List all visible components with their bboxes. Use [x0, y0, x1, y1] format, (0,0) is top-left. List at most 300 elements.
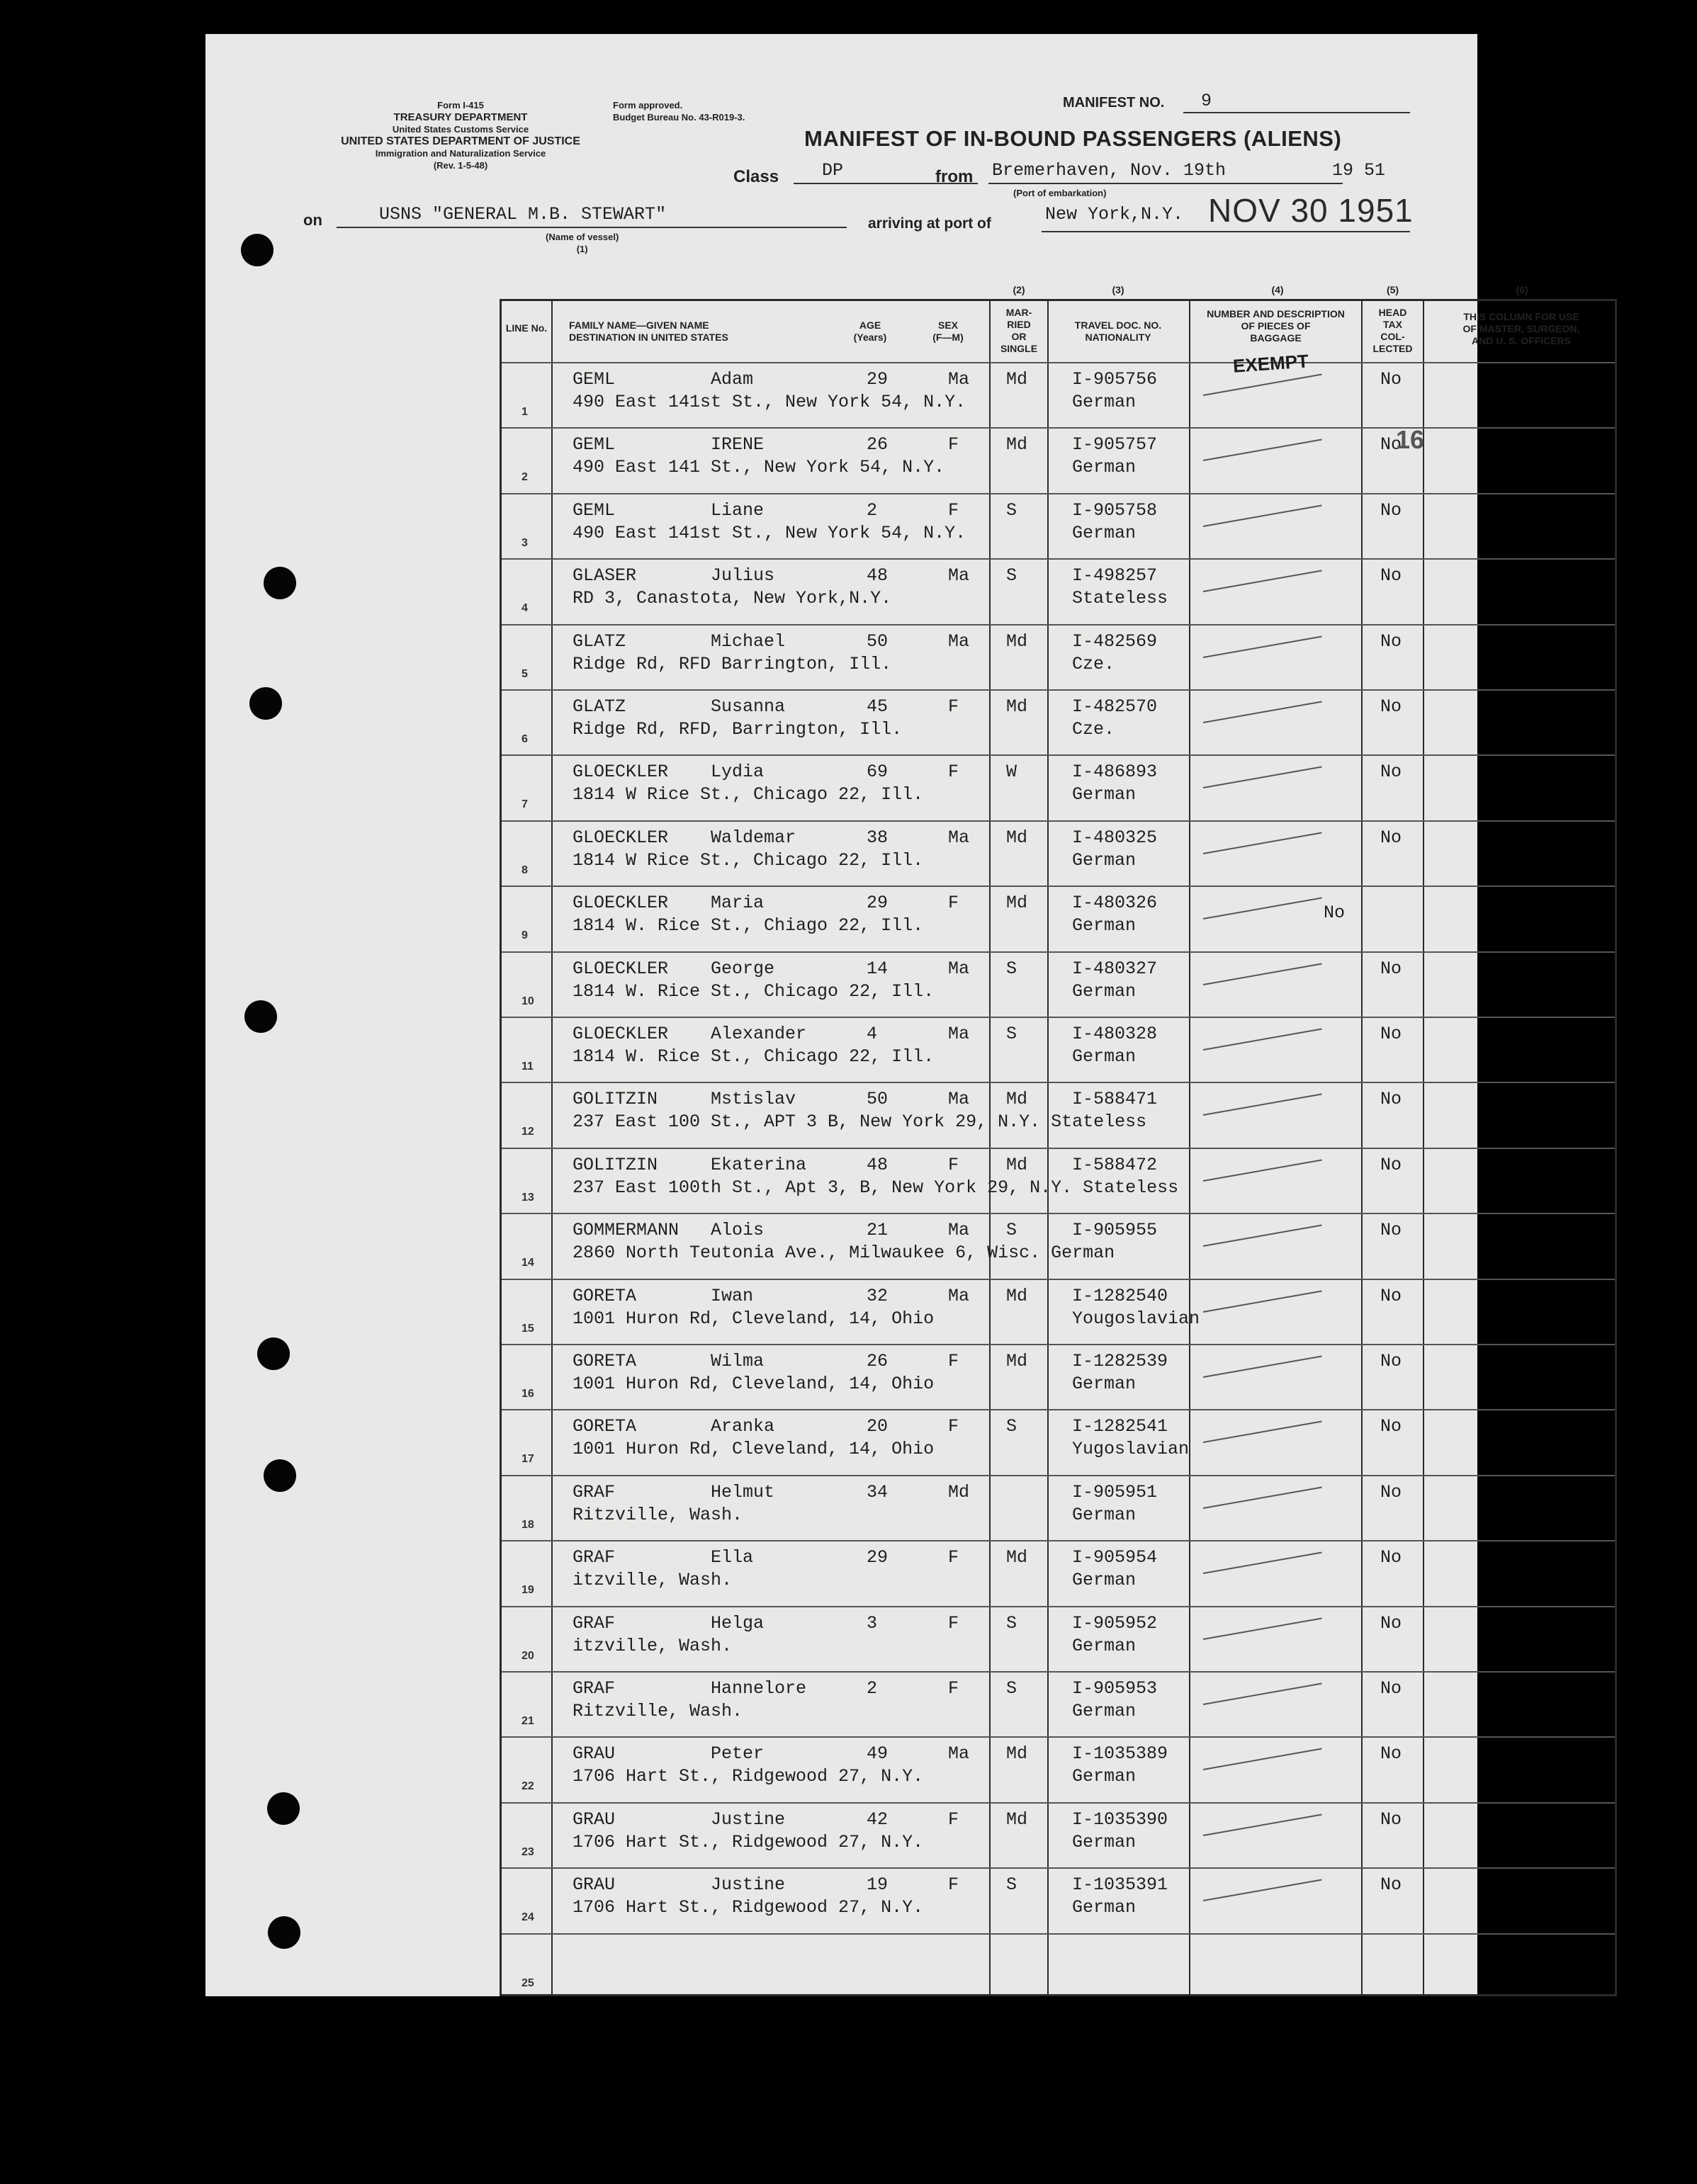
exempt-stamp: EXEMPT — [1232, 350, 1309, 377]
head-tax: No — [1380, 434, 1402, 456]
sex: F — [948, 1678, 959, 1699]
travel-doc-number: I-482570 — [1072, 696, 1158, 717]
header-age — [842, 319, 898, 344]
binder-hole — [249, 687, 282, 720]
col-2-mark: (2) — [1013, 284, 1025, 295]
marital-status: S — [1006, 1874, 1017, 1896]
table-row — [502, 1279, 1615, 1280]
arrival-date-stamp: NOV 30 1951 — [1208, 192, 1414, 229]
marital-status: Md — [1006, 696, 1028, 717]
given-name: Adam — [711, 369, 754, 390]
marital-status: Md — [1006, 369, 1028, 390]
line-number: 22 — [521, 1780, 534, 1793]
age: 14 — [867, 958, 889, 979]
baggage-dash-mark — [1203, 1421, 1322, 1443]
family-name: GLOECKLER — [573, 893, 669, 914]
form-approval — [613, 99, 745, 123]
family-name: GLATZ — [573, 696, 626, 717]
destination: 490 East 141st St., New York 54, N.Y. — [573, 522, 966, 543]
sex: F — [948, 762, 959, 783]
line-number: 15 — [521, 1322, 534, 1335]
given-name: Helga — [711, 1612, 765, 1634]
travel-doc-number: I-498257 — [1072, 565, 1158, 587]
head-tax: No — [1380, 1874, 1402, 1896]
baggage-dash-mark — [1203, 1879, 1322, 1901]
baggage-dash-mark — [1203, 898, 1322, 920]
head-tax: No — [1380, 1809, 1402, 1830]
sex: F — [948, 1874, 959, 1896]
sex: F — [948, 696, 959, 717]
binder-hole — [264, 1459, 296, 1492]
family-name: GLOECKLER — [573, 827, 669, 848]
age: 29 — [867, 1547, 889, 1568]
line-number: 3 — [521, 536, 528, 549]
baggage-dash-mark — [1203, 1159, 1322, 1181]
sex: Ma — [948, 1220, 970, 1241]
table-row — [502, 427, 1615, 429]
destination: 1706 Hart St., Ridgewood 27, N.Y. — [573, 1831, 924, 1852]
line-number: 14 — [521, 1257, 534, 1269]
nationality: Yugoslavian — [1072, 1439, 1190, 1460]
header-married-1: MAR- — [1005, 307, 1032, 318]
age: 50 — [867, 1089, 889, 1110]
destination: 1706 Hart St., Ridgewood 27, N.Y. — [573, 1766, 924, 1787]
given-name: Waldemar — [711, 827, 796, 848]
age: 42 — [867, 1809, 889, 1830]
travel-doc-number: I-480327 — [1072, 958, 1158, 979]
line-number: 24 — [521, 1911, 534, 1924]
header-tax-4: LECTED — [1372, 343, 1413, 354]
header-tax-2: TAX — [1383, 319, 1402, 330]
age: 48 — [867, 1154, 889, 1175]
header-married-4: SINGLE — [1000, 343, 1038, 354]
age: 49 — [867, 1743, 889, 1765]
justice-dept: UNITED STATES DEPARTMENT OF JUSTICE — [341, 135, 580, 147]
age: 19 — [867, 1874, 889, 1896]
marital-status: S — [1006, 1416, 1017, 1437]
destination: Ritzville, Wash. — [573, 1504, 743, 1525]
family-name: GEML — [573, 499, 616, 521]
binder-hole — [244, 1000, 277, 1033]
head-tax: No — [1380, 369, 1402, 390]
destination: 1814 W. Rice St., Chicago 22, Ill. — [573, 980, 935, 1002]
sex: Ma — [948, 958, 970, 979]
table-row — [502, 1802, 1615, 1804]
given-name: Helmut — [711, 1481, 775, 1503]
age: 4 — [867, 1024, 878, 1044]
line-number: 17 — [521, 1453, 534, 1466]
given-name: Iwan — [711, 1285, 754, 1306]
age: 38 — [867, 827, 889, 848]
head-tax: No — [1380, 1481, 1402, 1503]
given-name: Aranka — [711, 1416, 775, 1437]
table-row — [502, 1213, 1615, 1214]
family-name: GOLITZIN — [573, 1089, 658, 1110]
travel-doc-number: I-1282540 — [1072, 1285, 1168, 1306]
nationality: Yougoslavian — [1072, 1308, 1200, 1329]
line-number: 6 — [521, 733, 528, 745]
stamp-number: 16 — [1396, 425, 1425, 454]
travel-doc-number: I-905954 — [1072, 1547, 1158, 1568]
on-label: on — [303, 211, 322, 229]
nationality: German — [1072, 1635, 1137, 1656]
baggage-dash-mark — [1203, 766, 1322, 788]
destination: 490 East 141 St., New York 54, N.Y. — [573, 457, 945, 478]
binder-hole — [241, 234, 274, 266]
revision: (Rev. 1-5-48) — [433, 160, 488, 171]
baggage-dash-mark — [1203, 1617, 1322, 1639]
travel-doc-number: I-905952 — [1072, 1612, 1158, 1634]
head-tax: No — [1380, 1612, 1402, 1634]
destination: 1001 Huron Rd, Cleveland, 14, Ohio — [573, 1308, 935, 1329]
header-officers — [1426, 311, 1616, 347]
page-title: MANIFEST OF IN-BOUND PASSENGERS (ALIENS) — [804, 126, 1342, 151]
baggage-dash-mark — [1203, 1814, 1322, 1835]
travel-doc-number: I-1035391 — [1072, 1874, 1168, 1896]
family-name: GRAF — [573, 1547, 616, 1568]
age: 2 — [867, 1678, 878, 1699]
baggage-dash-mark — [1203, 1552, 1322, 1574]
head-tax: No — [1380, 1416, 1402, 1437]
binder-hole — [267, 1792, 300, 1825]
baggage-dash-mark — [1203, 1028, 1322, 1050]
binder-hole — [257, 1337, 290, 1370]
nationality: German — [1072, 1701, 1137, 1721]
family-name: GRAF — [573, 1481, 616, 1503]
head-tax: No — [1380, 696, 1402, 717]
head-tax: No — [1380, 762, 1402, 783]
destination: 2860 North Teutonia Ave., Milwaukee 6, Wisc. German — [573, 1243, 1115, 1264]
line-number: 2 — [521, 471, 528, 484]
travel-doc-number: I-480325 — [1072, 827, 1158, 848]
head-tax: No — [1380, 958, 1402, 979]
line-number: 13 — [521, 1191, 534, 1204]
arrival-port: New York,N.Y. — [1045, 204, 1184, 225]
head-tax: No — [1380, 1285, 1402, 1306]
age: 32 — [867, 1285, 889, 1306]
line-number: 19 — [521, 1584, 534, 1597]
travel-doc-number: I-905758 — [1072, 499, 1158, 521]
nationality: German — [1072, 784, 1137, 805]
family-name: GRAU — [573, 1874, 616, 1896]
family-name: GLASER — [573, 565, 637, 587]
destination: RD 3, Canastota, New York,N.Y. — [573, 588, 892, 609]
manifest-no-value: 9 — [1201, 91, 1212, 111]
destination: Ritzville, Wash. — [573, 1701, 743, 1721]
given-name: George — [711, 958, 775, 979]
family-name: GORETA — [573, 1351, 637, 1371]
nationality: German — [1072, 1504, 1137, 1525]
class-label: Class — [733, 167, 779, 186]
sex: Ma — [948, 1285, 970, 1306]
line-number: 1 — [521, 406, 528, 418]
manifest-page — [205, 34, 1580, 1996]
baggage-dash-mark — [1203, 1486, 1322, 1508]
marital-status: Md — [1006, 1743, 1028, 1765]
given-name: Ella — [711, 1547, 754, 1568]
header-baggage — [1193, 308, 1359, 344]
family-name: GOLITZIN — [573, 1154, 658, 1175]
travel-doc-number: I-486893 — [1072, 762, 1158, 783]
line-number: 11 — [521, 1060, 534, 1073]
family-name: GORETA — [573, 1416, 637, 1437]
header-name — [569, 319, 782, 344]
line-number: 12 — [521, 1126, 534, 1138]
destination: itzville, Wash. — [573, 1570, 733, 1591]
baggage: No — [1324, 903, 1346, 924]
header-name-2: DESTINATION IN UNITED STATES — [569, 332, 728, 343]
head-tax: No — [1380, 827, 1402, 848]
nationality: German — [1072, 915, 1137, 937]
marital-status: S — [1006, 565, 1017, 587]
manifest-no-label: MANIFEST NO. — [1063, 95, 1165, 111]
table-row — [502, 1082, 1615, 1083]
destination: 1706 Hart St., Ridgewood 27, N.Y. — [573, 1897, 924, 1918]
line-number: 20 — [521, 1649, 534, 1662]
given-name: Michael — [711, 630, 786, 652]
destination: 237 East 100 St., APT 3 B, New York 29, N.Y. Stateless — [573, 1111, 1147, 1133]
given-name: Alois — [711, 1220, 765, 1241]
sex: Ma — [948, 630, 970, 652]
given-name: Justine — [711, 1874, 786, 1896]
line-number: 9 — [521, 929, 528, 942]
ins-service: Immigration and Naturalization Service — [375, 148, 546, 159]
head-tax: No — [1380, 1743, 1402, 1765]
given-name: Peter — [711, 1743, 765, 1765]
binder-hole — [268, 1916, 300, 1949]
marital-status: Md — [1006, 1351, 1028, 1371]
baggage-dash-mark — [1203, 1355, 1322, 1377]
baggage-dash-mark — [1203, 439, 1322, 461]
destination: 1814 W Rice St., Chicago 22, Ill. — [573, 784, 924, 805]
sex: Ma — [948, 565, 970, 587]
budget-bureau: Budget Bureau No. 43-R019-3. — [613, 112, 745, 123]
given-name: Liane — [711, 499, 765, 521]
family-name: GLOECKLER — [573, 958, 669, 979]
travel-doc-number: I-588472 — [1072, 1154, 1158, 1175]
vessel-caption-text: (Name of vessel) — [546, 232, 619, 242]
baggage-dash-mark — [1203, 504, 1322, 526]
travel-doc-number: I-1035389 — [1072, 1743, 1168, 1765]
head-tax: No — [1380, 499, 1402, 521]
nationality: Cze. — [1072, 653, 1115, 674]
arriving-label: arriving at port of — [868, 215, 991, 232]
sex: F — [948, 1612, 959, 1634]
sex: F — [948, 1351, 959, 1371]
sex: F — [948, 1547, 959, 1568]
given-name: Alexander — [711, 1024, 807, 1044]
header-travel-doc — [1054, 319, 1182, 344]
sex: Ma — [948, 827, 970, 848]
line-number: 21 — [521, 1715, 534, 1727]
table-row — [502, 1017, 1615, 1018]
table-row — [502, 1736, 1615, 1738]
line-number: 18 — [521, 1518, 534, 1531]
line-number: 25 — [521, 1976, 534, 1989]
sex: Ma — [948, 1024, 970, 1044]
age: 3 — [867, 1612, 878, 1634]
line-number: 7 — [521, 798, 528, 811]
age: 26 — [867, 1351, 889, 1371]
table-row — [502, 1540, 1615, 1541]
line-number: 16 — [521, 1388, 534, 1400]
sex: Md — [948, 1481, 970, 1503]
table-row — [502, 493, 1615, 494]
family-name: GEML — [573, 434, 616, 456]
table-row — [502, 624, 1615, 626]
baggage-dash-mark — [1203, 1290, 1322, 1312]
given-name: Wilma — [711, 1351, 765, 1371]
baggage-dash-mark — [1203, 1225, 1322, 1247]
nationality: German — [1072, 522, 1137, 543]
baggage-dash-mark — [1203, 373, 1322, 395]
header-bag-1: NUMBER AND DESCRIPTION — [1207, 308, 1345, 319]
marital-status: Md — [1006, 1089, 1028, 1110]
given-name: Mstislav — [711, 1089, 796, 1110]
line-number: 5 — [521, 667, 528, 680]
header-line-no: LINE No. — [505, 322, 548, 334]
head-tax: No — [1380, 1547, 1402, 1568]
marital-status: Md — [1006, 1547, 1028, 1568]
age: 34 — [867, 1481, 889, 1503]
given-name: Ekaterina — [711, 1154, 807, 1175]
sex: F — [948, 1416, 959, 1437]
given-name: Lydia — [711, 762, 765, 783]
nationality: German — [1072, 1831, 1137, 1852]
age: 20 — [867, 1416, 889, 1437]
destination: 1814 W Rice St., Chicago 22, Ill. — [573, 849, 924, 871]
marital-status: S — [1006, 499, 1017, 521]
family-name: GRAF — [573, 1612, 616, 1634]
sex: F — [948, 893, 959, 914]
given-name: Hannelore — [711, 1678, 807, 1699]
table-row — [502, 1867, 1615, 1869]
baggage-dash-mark — [1203, 1094, 1322, 1116]
baggage-dash-mark — [1203, 832, 1322, 854]
header-married-3: OR — [1011, 331, 1027, 342]
header-age-2: (Years) — [853, 332, 887, 343]
marital-status: Md — [1006, 827, 1028, 848]
table-row — [502, 754, 1615, 756]
class-value: DP — [822, 160, 844, 181]
travel-doc-number: I-905757 — [1072, 434, 1158, 456]
treasury-dept: TREASURY DEPARTMENT — [393, 111, 528, 123]
form-approved: Form approved. — [613, 100, 683, 111]
table-row — [502, 951, 1615, 953]
table-row — [502, 1606, 1615, 1607]
line-number: 8 — [521, 864, 528, 876]
family-name: GORETA — [573, 1285, 637, 1306]
baggage-dash-mark — [1203, 635, 1322, 657]
destination: 490 East 141st St., New York 54, N.Y. — [573, 392, 966, 412]
travel-doc-number: I-1035390 — [1072, 1809, 1168, 1830]
marital-status: S — [1006, 958, 1017, 979]
form-header — [312, 99, 609, 171]
header-doc-2: NATIONALITY — [1085, 332, 1151, 343]
given-name: Julius — [711, 565, 775, 587]
sex: Ma — [948, 369, 970, 390]
marital-status: W — [1006, 762, 1017, 783]
head-tax: No — [1380, 1351, 1402, 1371]
destination: 1001 Huron Rd, Cleveland, 14, Ohio — [573, 1439, 935, 1460]
table-row — [502, 820, 1615, 822]
age: 50 — [867, 630, 889, 652]
baggage-dash-mark — [1203, 1748, 1322, 1770]
sex: Ma — [948, 1089, 970, 1110]
header-tax-1: HEAD — [1378, 307, 1407, 318]
nationality: German — [1072, 980, 1137, 1002]
form-number: Form I-415 — [437, 100, 484, 111]
family-name: GRAU — [573, 1743, 616, 1765]
table-row — [502, 1409, 1615, 1410]
travel-doc-number: I-905951 — [1072, 1481, 1158, 1503]
table-row — [502, 689, 1615, 691]
col-3-mark: (3) — [1112, 284, 1124, 295]
col-1-mark: (1) — [576, 244, 588, 254]
nationality: German — [1072, 1897, 1137, 1918]
header-sex — [920, 319, 976, 344]
header-bag-2: OF PIECES OF — [1241, 320, 1311, 332]
destination: 1814 W. Rice St., Chiago 22, Ill. — [573, 915, 924, 937]
table-row — [502, 1148, 1615, 1149]
marital-status: Md — [1006, 1809, 1028, 1830]
head-tax: No — [1380, 1024, 1402, 1044]
family-name: GLATZ — [573, 630, 626, 652]
travel-doc-number: I-905955 — [1072, 1220, 1158, 1241]
sex: F — [948, 1809, 959, 1830]
nationality: German — [1072, 457, 1137, 478]
age: 29 — [867, 893, 889, 914]
nationality: German — [1072, 1766, 1137, 1787]
line-number: 4 — [521, 602, 528, 615]
sex: F — [948, 434, 959, 456]
destination: itzville, Wash. — [573, 1635, 733, 1656]
family-name: GLOECKLER — [573, 762, 669, 783]
nationality: German — [1072, 1570, 1137, 1591]
baggage-dash-mark — [1203, 963, 1322, 985]
given-name: Maria — [711, 893, 765, 914]
binder-hole — [264, 567, 296, 599]
sex: F — [948, 499, 959, 521]
destination: 237 East 100th St., Apt 3, B, New York 29, N.Y. Stateless — [573, 1177, 1179, 1198]
age: 45 — [867, 696, 889, 717]
travel-doc-number: I-480326 — [1072, 893, 1158, 914]
passenger-table — [500, 284, 1617, 1996]
age: 2 — [867, 499, 878, 521]
head-tax: No — [1380, 1154, 1402, 1175]
table-row — [502, 558, 1615, 560]
table-row — [502, 886, 1615, 887]
port-caption: (Port of embarkation) — [1013, 188, 1107, 198]
head-tax: No — [1380, 630, 1402, 652]
family-name: GEML — [573, 369, 616, 390]
nationality: German — [1072, 849, 1137, 871]
header-off-3: AND U. S. OFFICERS — [1471, 335, 1571, 346]
age: 29 — [867, 369, 889, 390]
table-row — [502, 1671, 1615, 1673]
given-name: IRENE — [711, 434, 765, 456]
vessel-caption — [546, 231, 619, 255]
from-label: from — [935, 167, 974, 186]
header-bag-3: BAGGAGE — [1250, 332, 1302, 344]
head-tax: No — [1380, 1678, 1402, 1699]
travel-doc-number: I-905953 — [1072, 1678, 1158, 1699]
vessel-name: USNS "GENERAL M.B. STEWART" — [379, 204, 667, 225]
age: 48 — [867, 565, 889, 587]
travel-doc-number: I-1282539 — [1072, 1351, 1168, 1371]
age: 26 — [867, 434, 889, 456]
destination: Ridge Rd, RFD, Barrington, Ill. — [573, 719, 903, 740]
